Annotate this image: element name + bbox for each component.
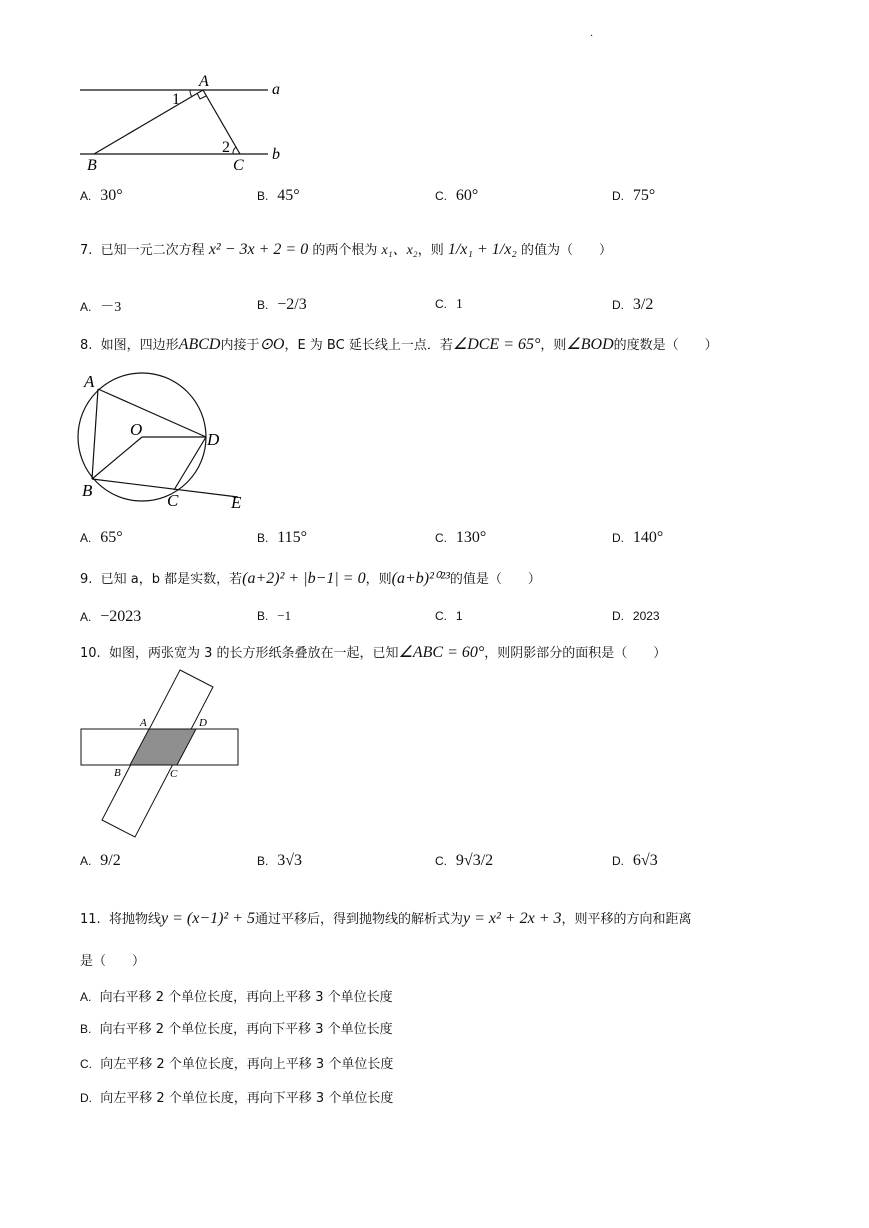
segment-ab bbox=[92, 389, 98, 479]
label-C: C bbox=[233, 157, 244, 174]
question-8: 8. 如图，四边形ABCD内接于⊙O，E 为 BC 延长线上一点．若∠DCE = 65°，则∠BOD的度数是（ ） bbox=[80, 336, 718, 353]
q7-equation: x² − 3x + 2 = 0 bbox=[208, 241, 309, 258]
label-B: B bbox=[114, 767, 121, 779]
q6-option-a: A. 30° bbox=[80, 187, 123, 204]
q10-option-c: C. 9√3/2 bbox=[435, 852, 494, 869]
label-C: C bbox=[167, 491, 179, 510]
label-a: a bbox=[272, 81, 280, 98]
q10-option-b: B. 3√3 bbox=[257, 852, 303, 869]
q9-option-c: C. 1 bbox=[435, 609, 463, 623]
q11-option-a: A. 向右平移 2 个单位长度，再向上平移 3 个单位长度 bbox=[80, 990, 393, 1005]
q9-option-d: D. 2023 bbox=[612, 609, 660, 623]
q8-option-b: B. 115° bbox=[257, 529, 308, 546]
label-C: C bbox=[170, 768, 178, 780]
question-9: 9. 已知 a，b 都是实数，若(a+2)² + |b−1| = 0，则(a+b)²⁰²³的值是（ ） bbox=[80, 570, 541, 587]
q11-option-d: D. 向左平移 2 个单位长度，再向下平移 3 个单位长度 bbox=[80, 1091, 394, 1106]
q10-option-d: D. 6√3 bbox=[612, 852, 658, 869]
question-10: 10. 如图，两张宽为 3 的长方形纸条叠放在一起，已知∠ABC = 60°，则阴影部分的面积是（ ） bbox=[80, 644, 667, 661]
question-7: 7. 已知一元二次方程 x² − 3x + 2 = 0 的两个根为 x₁、x₂，则 1/x₁ + 1/x₂ 的值为（ ） bbox=[80, 241, 613, 258]
corner-mark: . bbox=[590, 28, 594, 39]
q9-target: (a+b)²⁰²³ bbox=[391, 570, 450, 587]
label-A: A bbox=[84, 372, 95, 391]
q7-expression: 1/x₁ + 1/x₂ bbox=[447, 241, 517, 258]
question-11-line-2: 是（ ） bbox=[80, 954, 146, 969]
segment-bo bbox=[92, 437, 142, 479]
figure-paper-strips bbox=[75, 665, 250, 845]
angle-1-arc bbox=[190, 90, 192, 97]
q9-option-b: B. −1 bbox=[257, 608, 292, 623]
segment-cd bbox=[174, 437, 206, 490]
q6-option-b: B. 45° bbox=[257, 187, 300, 204]
label-2: 2 bbox=[222, 139, 230, 156]
q11-option-b: B. 向右平移 2 个单位长度，再向下平移 3 个单位长度 bbox=[80, 1022, 393, 1037]
label-B: B bbox=[87, 157, 97, 174]
label-D: D bbox=[199, 717, 207, 729]
label-1: 1 bbox=[172, 91, 180, 108]
q8-option-c: C. 130° bbox=[435, 529, 487, 546]
q10-option-a: A. 9/2 bbox=[80, 852, 121, 869]
label-D: D bbox=[207, 430, 220, 449]
q11-equation-2: y = x² + 2x + 3 bbox=[463, 910, 562, 927]
q7-roots: x₁、x₂ bbox=[381, 243, 418, 258]
label-E: E bbox=[231, 493, 242, 512]
q7-option-b: B. −2/3 bbox=[257, 296, 307, 313]
q11-option-c: C. 向左平移 2 个单位长度，再向上平移 3 个单位长度 bbox=[80, 1057, 394, 1072]
q11-equation-1: y = (x−1)² + 5 bbox=[160, 910, 256, 927]
q8-option-d: D. 140° bbox=[612, 529, 664, 546]
q6-option-d: D. 75° bbox=[612, 187, 656, 204]
label-A: A bbox=[140, 717, 147, 729]
q7-option-a: A. －3 bbox=[80, 300, 122, 315]
q8-option-a: A. 65° bbox=[80, 529, 123, 546]
q9-option-a: A. −2023 bbox=[80, 608, 142, 625]
shaded-overlap bbox=[130, 729, 196, 765]
segment-ab bbox=[94, 90, 203, 154]
q7-option-d: D. 3/2 bbox=[612, 296, 654, 313]
label-b: b bbox=[272, 146, 280, 163]
label-O: O bbox=[130, 420, 143, 439]
label-B: B bbox=[82, 481, 93, 500]
figure-parallel-lines bbox=[70, 70, 300, 180]
question-11: 11. 将抛物线y = (x−1)² + 5通过平移后，得到抛物线的解析式为y = x² + 2x + 3，则平移的方向和距离 bbox=[80, 910, 692, 927]
q7-option-c: C. 1 bbox=[435, 297, 463, 312]
segment-ad bbox=[98, 389, 206, 437]
q9-expression: (a+2)² + |b−1| = 0 bbox=[242, 570, 366, 587]
angle-2-arc bbox=[233, 147, 236, 154]
label-A: A bbox=[199, 73, 209, 90]
q6-option-c: C. 60° bbox=[435, 187, 479, 204]
figure-inscribed-quadrilateral bbox=[70, 365, 290, 515]
